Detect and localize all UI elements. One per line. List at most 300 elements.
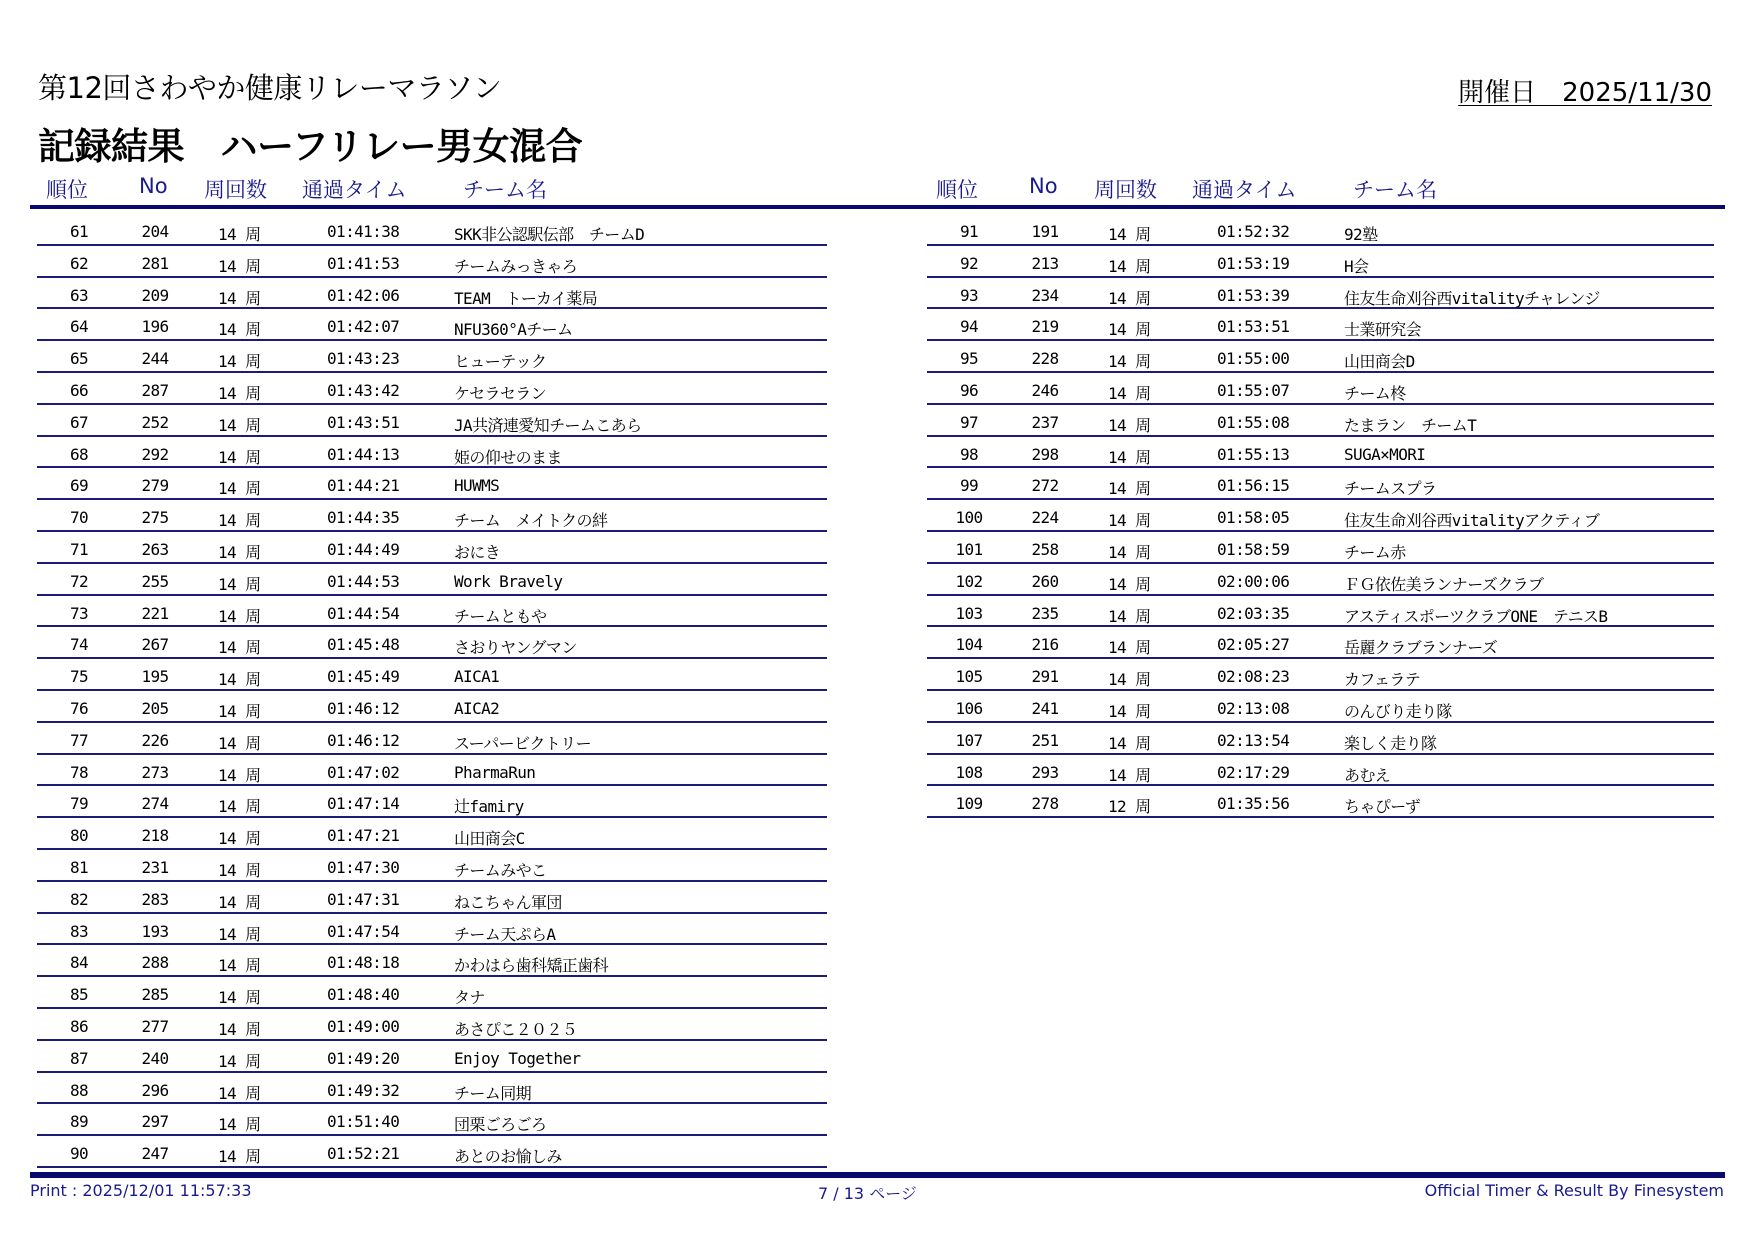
bib-number-cell: 209	[141, 285, 169, 305]
team-name-cell: スーパービクトリー	[454, 733, 592, 753]
laps-cell: 14 周	[218, 670, 261, 690]
team-name-cell: 辻famiry	[454, 797, 524, 817]
header-laps: 周回数	[1094, 178, 1157, 202]
bib-number-cell: 297	[141, 1112, 169, 1132]
bib-number-cell: 218	[141, 826, 169, 846]
rank-cell: 94	[959, 317, 979, 337]
print-timestamp: Print : 2025/12/01 11:57:33	[30, 1181, 252, 1200]
table-row	[37, 246, 827, 278]
laps-cell: 14 周	[1108, 511, 1151, 531]
bib-number-cell: 260	[1031, 571, 1059, 591]
team-name-cell: たまラン チームT	[1344, 415, 1477, 435]
time-cell: 01:52:32	[1217, 222, 1290, 241]
table-row	[37, 1041, 827, 1073]
bib-number-cell: 216	[1031, 635, 1059, 655]
bib-number-cell: 213	[1031, 253, 1059, 273]
rank-cell: 98	[959, 444, 979, 464]
team-name-cell: 岳麗クラブランナーズ	[1344, 638, 1498, 658]
bib-number-cell: 255	[141, 571, 169, 591]
rank-cell: 64	[69, 317, 89, 337]
table-row	[37, 914, 827, 946]
rank-cell: 85	[69, 985, 89, 1005]
table-row	[927, 723, 1714, 755]
bib-number-cell: 281	[141, 253, 169, 273]
time-cell: 01:43:42	[327, 380, 400, 400]
results-table-left	[37, 214, 827, 1168]
rank-cell: 104	[955, 635, 983, 655]
laps-cell: 14 周	[218, 606, 261, 626]
bib-number-cell: 272	[1031, 476, 1059, 496]
time-cell: 01:55:07	[1217, 380, 1290, 400]
team-name-cell: チームスプラ	[1344, 479, 1437, 499]
time-cell: 01:44:21	[327, 476, 400, 496]
laps-cell: 14 周	[1108, 670, 1151, 690]
team-name-cell: カフェラテ	[1344, 670, 1421, 690]
laps-cell: 14 周	[218, 542, 261, 562]
bib-number-cell: 224	[1031, 508, 1059, 528]
time-cell: 02:08:23	[1217, 667, 1290, 687]
laps-cell: 14 周	[218, 574, 261, 594]
team-name-cell: タナ	[454, 988, 485, 1008]
team-name-cell: 住友生命刈谷西vitalityアクティブ	[1344, 511, 1600, 531]
time-cell: 01:47:30	[327, 857, 400, 877]
table-row	[927, 341, 1714, 373]
laps-cell: 14 周	[1108, 765, 1151, 785]
rank-cell: 62	[69, 253, 89, 273]
bib-number-cell: 279	[141, 476, 169, 496]
team-name-cell: 姫の仰せのまま	[454, 447, 562, 467]
laps-cell: 14 周	[218, 797, 261, 817]
bib-number-cell: 221	[141, 603, 169, 623]
bib-number-cell: 274	[141, 794, 169, 814]
team-name-cell: HUWMS	[454, 476, 500, 496]
laps-cell: 14 周	[218, 701, 261, 721]
rank-cell: 79	[69, 794, 89, 814]
laps-cell: 14 周	[218, 256, 261, 276]
time-cell: 01:49:00	[327, 1016, 400, 1036]
team-name-cell: かわはら歯科矯正歯科	[454, 956, 609, 976]
time-cell: 01:44:54	[327, 603, 400, 623]
rank-cell: 107	[955, 730, 983, 750]
bib-number-cell: 226	[141, 730, 169, 750]
team-name-cell: のんびり走り隊	[1344, 701, 1452, 721]
laps-cell: 14 周	[218, 892, 261, 912]
team-name-cell: アスティスポーツクラブONE テニスB	[1344, 606, 1608, 626]
time-cell: 01:51:40	[327, 1112, 400, 1132]
laps-cell: 14 周	[218, 1051, 261, 1071]
right-column-headers	[890, 174, 1754, 204]
table-row	[927, 755, 1714, 787]
time-cell: 01:44:53	[327, 571, 400, 591]
header-laps: 周回数	[204, 178, 267, 202]
bib-number-cell: 251	[1031, 730, 1059, 750]
table-row	[37, 532, 827, 564]
team-name-cell: PharmaRun	[454, 762, 536, 782]
time-cell: 01:45:48	[327, 635, 400, 655]
table-row	[37, 723, 827, 755]
rank-cell: 102	[955, 571, 983, 591]
laps-cell: 14 周	[218, 988, 261, 1008]
time-cell: 01:41:53	[327, 253, 400, 273]
time-cell: 01:47:31	[327, 889, 400, 909]
bib-number-cell: 195	[141, 667, 169, 687]
rank-cell: 109	[955, 794, 983, 814]
rank-cell: 77	[69, 730, 89, 750]
time-cell: 01:35:56	[1217, 794, 1290, 814]
laps-cell: 14 周	[218, 733, 261, 753]
team-name-cell: 士業研究会	[1344, 320, 1422, 340]
table-row	[37, 309, 827, 341]
team-name-cell: 住友生命刈谷西vitalityチャレンジ	[1344, 288, 1600, 308]
laps-cell: 14 周	[1108, 606, 1151, 626]
table-row	[37, 1136, 827, 1168]
time-cell: 01:43:51	[327, 412, 400, 432]
table-row	[37, 977, 827, 1009]
time-cell: 02:05:27	[1217, 635, 1290, 655]
table-row	[37, 882, 827, 914]
bib-number-cell: 273	[141, 762, 169, 782]
bib-number-cell: 193	[141, 921, 169, 941]
time-cell: 01:44:49	[327, 539, 400, 559]
laps-cell: 14 周	[1108, 320, 1151, 340]
bib-number-cell: 234	[1031, 285, 1059, 305]
table-row	[927, 659, 1714, 691]
rank-cell: 80	[69, 826, 89, 846]
team-name-cell: SKK非公認駅伝部 チームD	[454, 225, 645, 244]
laps-cell: 14 周	[218, 352, 261, 372]
bib-number-cell: 287	[141, 380, 169, 400]
team-name-cell: Work Bravely	[454, 571, 563, 591]
bib-number-cell: 252	[141, 412, 169, 432]
laps-cell: 14 周	[1108, 288, 1151, 308]
bib-number-cell: 263	[141, 539, 169, 559]
team-name-cell: ＦＧ依佐美ランナーズクラブ	[1344, 574, 1544, 594]
bib-number-cell: 228	[1031, 349, 1059, 369]
team-name-cell: H会	[1344, 256, 1369, 276]
time-cell: 01:52:21	[327, 1144, 400, 1164]
team-name-cell: Enjoy Together	[454, 1048, 581, 1068]
time-cell: 01:47:54	[327, 921, 400, 941]
time-cell: 02:13:54	[1217, 730, 1290, 750]
team-name-cell: TEAM トーカイ薬局	[454, 288, 598, 308]
time-cell: 01:58:05	[1217, 508, 1290, 528]
laps-cell: 14 周	[1108, 574, 1151, 594]
bib-number-cell: 246	[1031, 380, 1059, 400]
laps-cell: 14 周	[218, 479, 261, 499]
team-name-cell: チームみっきゃろ	[454, 256, 578, 276]
table-row	[37, 405, 827, 437]
time-cell: 01:55:00	[1217, 349, 1290, 369]
event-date: 開催日 2025/11/30	[1458, 78, 1712, 108]
table-row	[37, 627, 827, 659]
team-name-cell: 92塾	[1344, 225, 1378, 244]
bib-number-cell: 298	[1031, 444, 1059, 464]
header-time: 通過タイム	[1192, 178, 1297, 202]
laps-cell: 14 周	[1108, 733, 1151, 753]
rank-cell: 84	[69, 953, 89, 973]
time-cell: 01:53:19	[1217, 253, 1290, 273]
laps-cell: 14 周	[218, 447, 261, 467]
page-indicator: 7 / 13 ページ	[818, 1184, 917, 1203]
time-cell: 01:56:15	[1217, 476, 1290, 496]
bib-number-cell: 293	[1031, 762, 1059, 782]
bib-number-cell: 205	[141, 698, 169, 718]
time-cell: 01:41:38	[327, 222, 400, 241]
time-cell: 01:46:12	[327, 730, 400, 750]
rank-cell: 63	[69, 285, 89, 305]
bib-number-cell: 191	[1031, 222, 1059, 241]
table-row	[927, 500, 1714, 532]
table-row	[927, 786, 1714, 818]
rank-cell: 106	[955, 698, 983, 718]
laps-cell: 14 周	[218, 225, 261, 244]
laps-cell: 12 周	[1108, 797, 1151, 817]
bib-number-cell: 278	[1031, 794, 1059, 814]
time-cell: 02:03:35	[1217, 603, 1290, 623]
rank-cell: 78	[69, 762, 89, 782]
rank-cell: 71	[69, 539, 89, 559]
bib-number-cell: 244	[141, 349, 169, 369]
rank-cell: 83	[69, 921, 89, 941]
team-name-cell: チームともや	[454, 606, 547, 626]
team-name-cell: チーム赤	[1344, 542, 1406, 562]
header-team: チーム名	[463, 178, 547, 202]
team-name-cell: 楽しく走り隊	[1344, 733, 1437, 753]
team-name-cell: SUGA×MORI	[1344, 444, 1426, 464]
bib-number-cell: 267	[141, 635, 169, 655]
team-name-cell: あむえ	[1344, 765, 1391, 785]
table-row	[37, 1104, 827, 1136]
rank-cell: 105	[955, 667, 983, 687]
table-row	[37, 945, 827, 977]
time-cell: 02:17:29	[1217, 762, 1290, 782]
team-name-cell: チーム メイトクの絆	[454, 511, 608, 531]
table-row	[37, 755, 827, 787]
time-cell: 01:48:40	[327, 985, 400, 1005]
table-row	[37, 850, 827, 882]
table-row	[37, 341, 827, 373]
team-name-cell: NFU360°Aチーム	[454, 320, 573, 340]
laps-cell: 14 周	[218, 511, 261, 531]
table-row	[37, 564, 827, 596]
team-name-cell: おにき	[454, 542, 501, 562]
bib-number-cell: 247	[141, 1144, 169, 1164]
laps-cell: 14 周	[218, 320, 261, 340]
table-row	[927, 532, 1714, 564]
time-cell: 01:55:13	[1217, 444, 1290, 464]
time-cell: 01:44:13	[327, 444, 400, 464]
team-name-cell: ちゃぴーず	[1344, 797, 1421, 817]
rank-cell: 76	[69, 698, 89, 718]
rank-cell: 70	[69, 508, 89, 528]
table-row	[927, 309, 1714, 341]
laps-cell: 14 周	[218, 1019, 261, 1039]
bib-number-cell: 240	[141, 1048, 169, 1068]
rank-cell: 89	[69, 1112, 89, 1132]
rank-cell: 82	[69, 889, 89, 909]
bib-number-cell: 258	[1031, 539, 1059, 559]
time-cell: 02:13:08	[1217, 698, 1290, 718]
rank-cell: 81	[69, 857, 89, 877]
bib-number-cell: 291	[1031, 667, 1059, 687]
event-name: 第12回さわやか健康リレーマラソン	[38, 71, 502, 105]
laps-cell: 14 周	[1108, 638, 1151, 658]
rank-cell: 88	[69, 1080, 89, 1100]
laps-cell: 14 周	[1108, 479, 1151, 499]
time-cell: 01:47:14	[327, 794, 400, 814]
laps-cell: 14 周	[218, 383, 261, 403]
laps-cell: 14 周	[1108, 542, 1151, 562]
rank-cell: 103	[955, 603, 983, 623]
laps-cell: 14 周	[1108, 701, 1151, 721]
time-cell: 01:45:49	[327, 667, 400, 687]
bib-number-cell: 219	[1031, 317, 1059, 337]
team-name-cell: 山田商会C	[454, 829, 525, 849]
table-row	[37, 468, 827, 500]
rank-cell: 95	[959, 349, 979, 369]
time-cell: 01:47:21	[327, 826, 400, 846]
bib-number-cell: 296	[141, 1080, 169, 1100]
table-row	[37, 278, 827, 310]
bib-number-cell: 277	[141, 1016, 169, 1036]
team-name-cell: 山田商会D	[1344, 352, 1415, 372]
header-no: No	[139, 174, 168, 198]
rank-cell: 99	[959, 476, 979, 496]
header-time: 通過タイム	[302, 178, 407, 202]
table-row	[37, 596, 827, 628]
team-name-cell: JA共済連愛知チームこあら	[454, 415, 642, 435]
bib-number-cell: 237	[1031, 412, 1059, 432]
team-name-cell: チーム天ぷらA	[454, 924, 556, 944]
rank-cell: 90	[69, 1144, 89, 1164]
bib-number-cell: 288	[141, 953, 169, 973]
rank-cell: 108	[955, 762, 983, 782]
table-row	[37, 786, 827, 818]
rank-cell: 75	[69, 667, 89, 687]
laps-cell: 14 周	[218, 924, 261, 944]
table-row	[37, 500, 827, 532]
laps-cell: 14 周	[1108, 415, 1151, 435]
left-column-headers	[0, 174, 877, 204]
table-row	[927, 691, 1714, 723]
bib-number-cell: 283	[141, 889, 169, 909]
team-name-cell: チーム柊	[1344, 383, 1406, 403]
bib-number-cell: 285	[141, 985, 169, 1005]
bib-number-cell: 275	[141, 508, 169, 528]
laps-cell: 14 周	[1108, 383, 1151, 403]
table-row	[37, 437, 827, 469]
table-row	[927, 437, 1714, 469]
laps-cell: 14 周	[218, 765, 261, 785]
time-cell: 01:53:39	[1217, 285, 1290, 305]
rank-cell: 87	[69, 1048, 89, 1068]
table-row	[927, 564, 1714, 596]
laps-cell: 14 周	[218, 829, 261, 849]
laps-cell: 14 周	[1108, 225, 1151, 244]
time-cell: 01:48:18	[327, 953, 400, 973]
team-name-cell: ケセラセラン	[454, 383, 547, 403]
laps-cell: 14 周	[218, 638, 261, 658]
header-team: チーム名	[1353, 178, 1437, 202]
laps-cell: 14 周	[218, 1147, 261, 1167]
time-cell: 01:43:23	[327, 349, 400, 369]
time-cell: 01:53:51	[1217, 317, 1290, 337]
bib-number-cell: 241	[1031, 698, 1059, 718]
bib-number-cell: 292	[141, 444, 169, 464]
table-row	[927, 373, 1714, 405]
results-table-right	[927, 214, 1714, 818]
team-name-cell: AICA2	[454, 698, 500, 718]
rank-cell: 86	[69, 1016, 89, 1036]
time-cell: 01:55:08	[1217, 412, 1290, 432]
time-cell: 01:49:20	[327, 1048, 400, 1068]
team-name-cell: あさぴこ２０２５	[454, 1019, 578, 1039]
team-name-cell: チームみやこ	[454, 860, 547, 880]
page-title: 記録結果 ハーフリレー男女混合	[38, 125, 583, 168]
table-row	[927, 468, 1714, 500]
team-name-cell: あとのお愉しみ	[454, 1147, 562, 1167]
team-name-cell: ヒューテック	[454, 352, 547, 372]
laps-cell: 14 周	[218, 956, 261, 976]
header-divider	[30, 205, 1725, 209]
rank-cell: 67	[69, 412, 89, 432]
rank-cell: 92	[959, 253, 979, 273]
time-cell: 01:58:59	[1217, 539, 1290, 559]
rank-cell: 93	[959, 285, 979, 305]
header-rank: 順位	[46, 178, 88, 202]
time-cell: 02:00:06	[1217, 571, 1290, 591]
rank-cell: 73	[69, 603, 89, 623]
table-row	[37, 373, 827, 405]
time-cell: 01:46:12	[327, 698, 400, 718]
timer-credit: Official Timer & Result By Finesystem	[1424, 1181, 1724, 1200]
table-row	[37, 659, 827, 691]
rank-cell: 69	[69, 476, 89, 496]
rank-cell: 97	[959, 412, 979, 432]
laps-cell: 14 周	[218, 1115, 261, 1135]
table-row	[37, 691, 827, 723]
rank-cell: 96	[959, 380, 979, 400]
bib-number-cell: 235	[1031, 603, 1059, 623]
laps-cell: 14 周	[218, 288, 261, 308]
time-cell: 01:49:32	[327, 1080, 400, 1100]
table-row	[37, 1073, 827, 1105]
laps-cell: 14 周	[218, 1083, 261, 1103]
laps-cell: 14 周	[1108, 256, 1151, 276]
time-cell: 01:47:02	[327, 762, 400, 782]
rank-cell: 65	[69, 349, 89, 369]
bib-number-cell: 204	[141, 222, 169, 241]
rank-cell: 101	[955, 539, 983, 559]
table-row	[37, 214, 827, 246]
rank-cell: 66	[69, 380, 89, 400]
team-name-cell: チーム同期	[454, 1083, 532, 1103]
rank-cell: 61	[69, 222, 89, 241]
table-row	[927, 214, 1714, 246]
laps-cell: 14 周	[1108, 447, 1151, 467]
table-row	[37, 1009, 827, 1041]
laps-cell: 14 周	[1108, 352, 1151, 372]
rank-cell: 100	[955, 508, 983, 528]
rank-cell: 74	[69, 635, 89, 655]
bib-number-cell: 231	[141, 857, 169, 877]
team-name-cell: ねこちゃん軍団	[454, 892, 562, 912]
time-cell: 01:42:07	[327, 317, 400, 337]
table-row	[927, 278, 1714, 310]
rank-cell: 72	[69, 571, 89, 591]
table-row	[927, 405, 1714, 437]
time-cell: 01:42:06	[327, 285, 400, 305]
